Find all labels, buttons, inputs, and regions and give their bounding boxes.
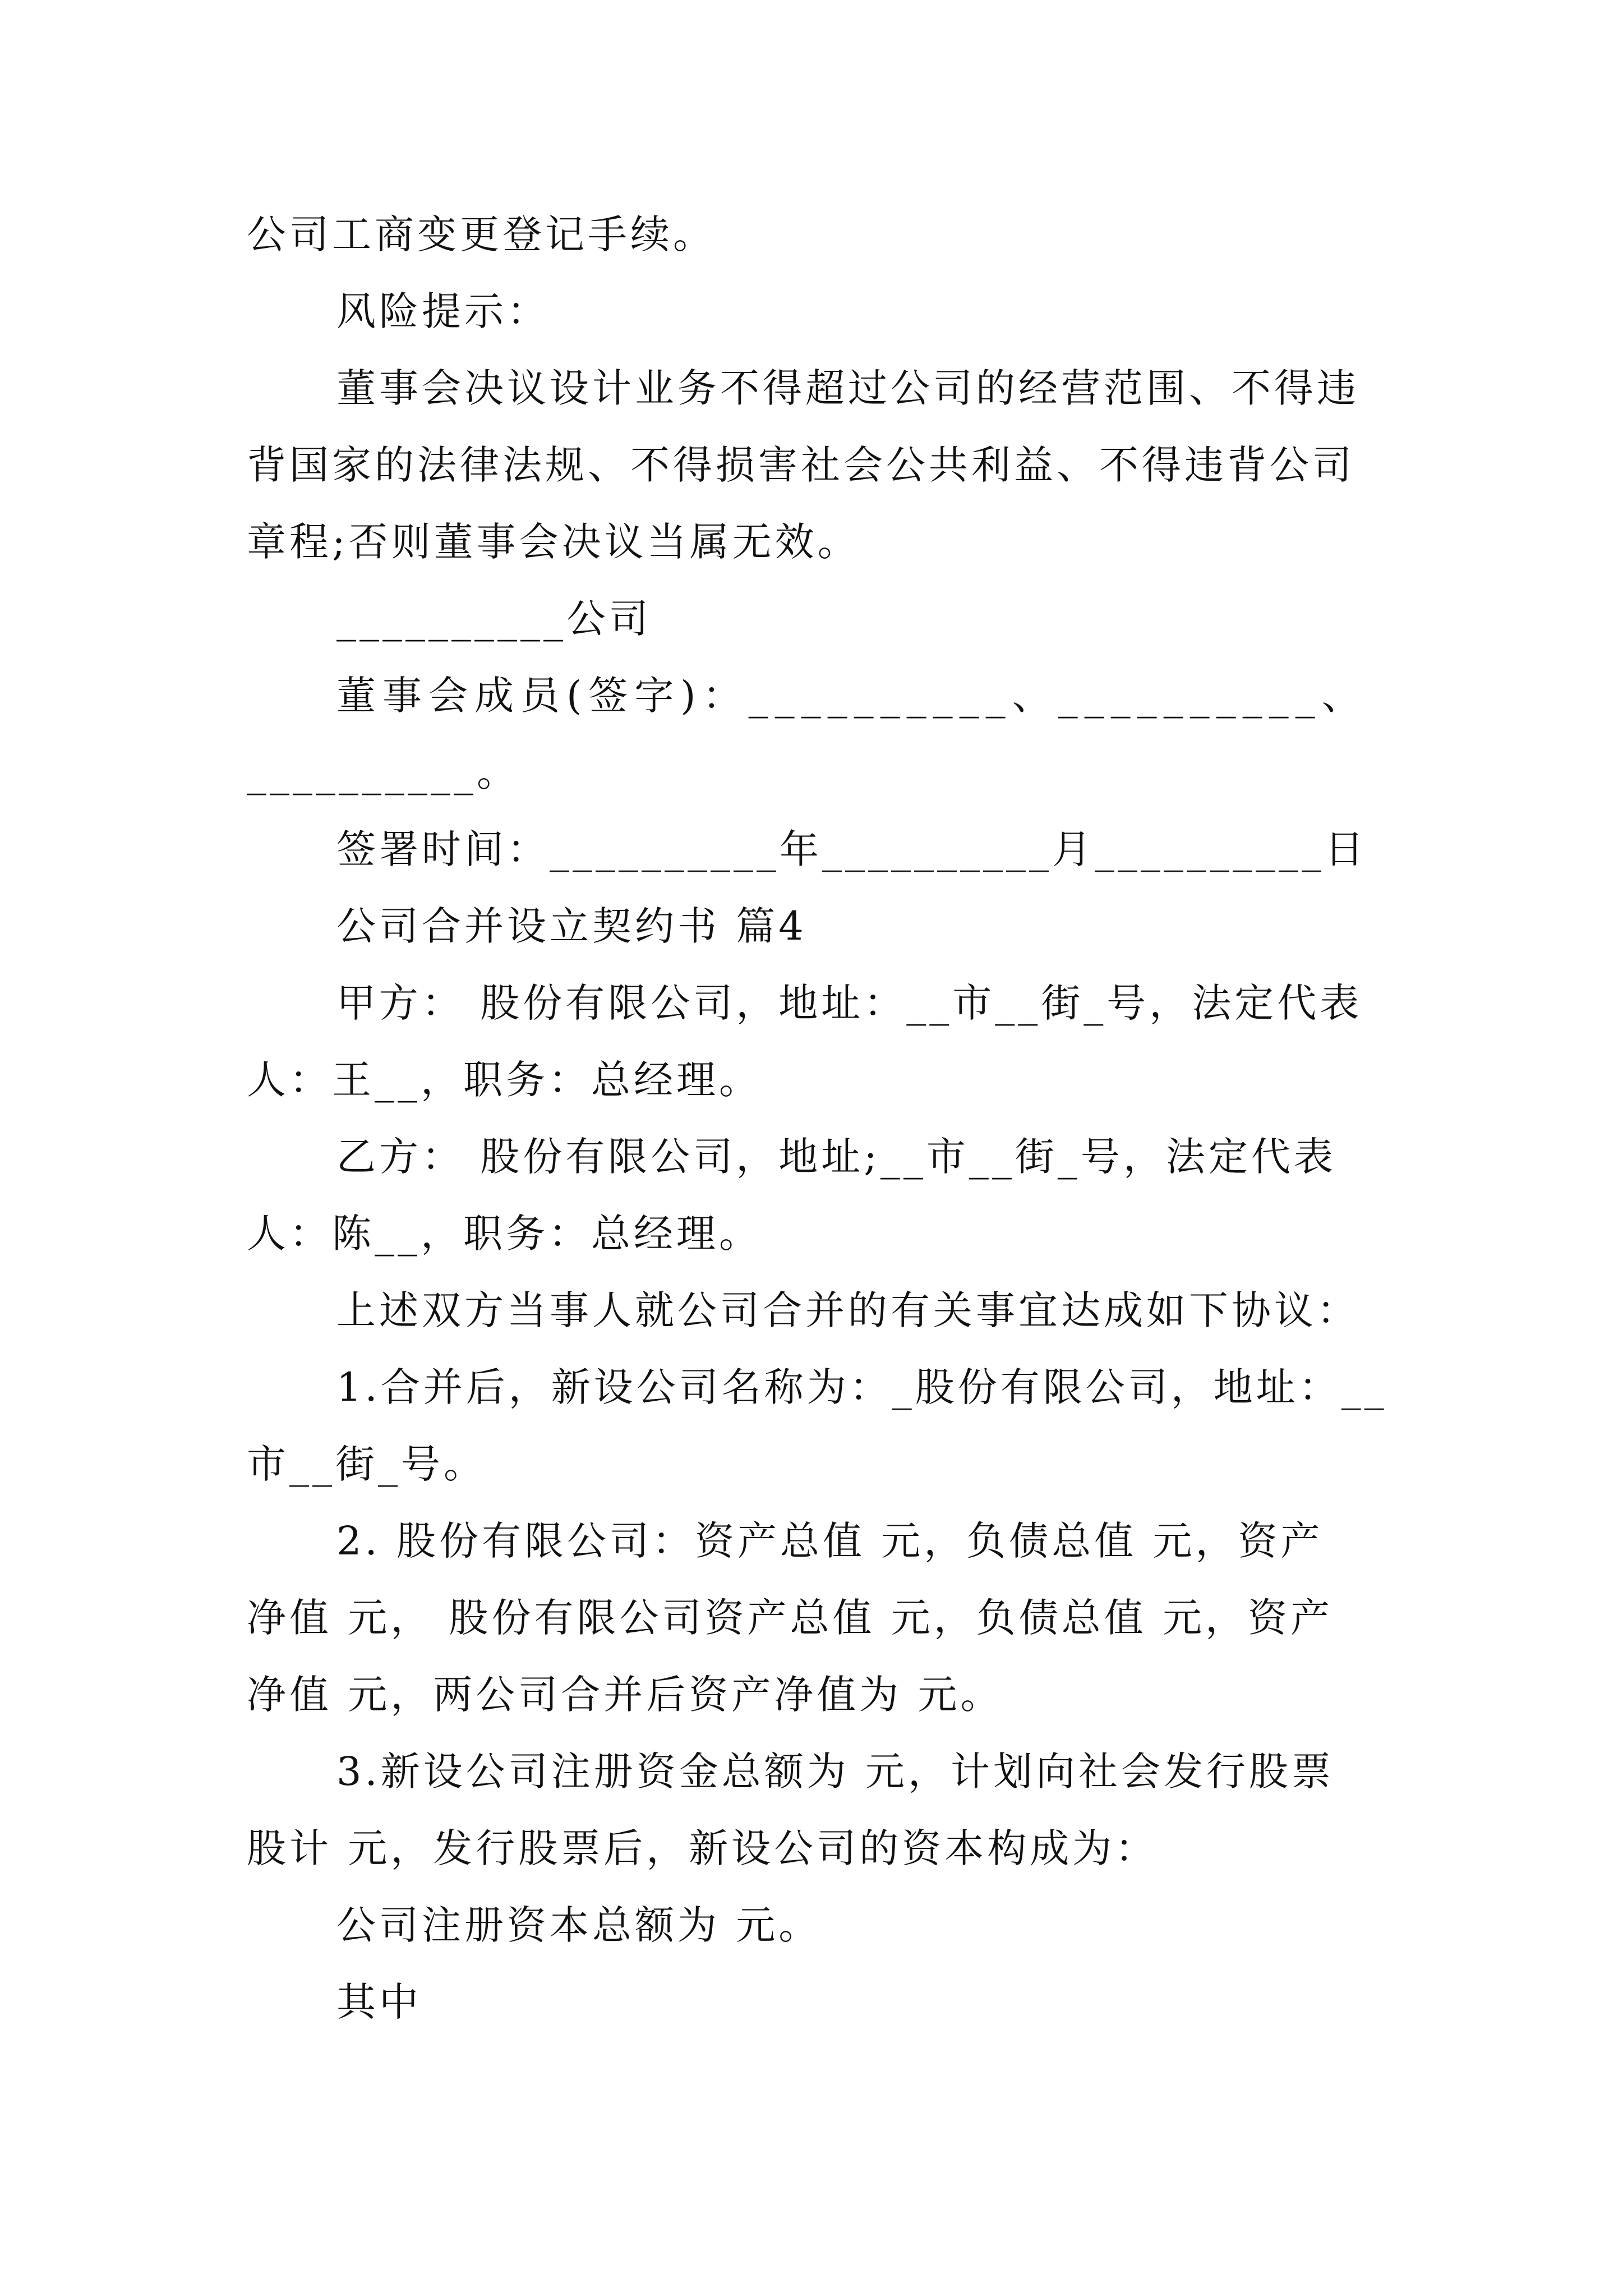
- party-a-line: 甲方： 股份有限公司，地址：__市__街_号，法定代表: [336, 980, 1363, 1026]
- board-signature-line-continued: __________。: [247, 749, 519, 795]
- clause-2-continued: 净值 元， 股份有限公司资产总值 元，负债总值 元，资产: [247, 1595, 1334, 1641]
- capital-total-line: 公司注册资本总额为 元。: [336, 1902, 822, 1948]
- party-a-line-continued: 人：王__，职务：总经理。: [247, 1057, 762, 1103]
- document-body: [247, 196, 1391, 2041]
- clause-1-continued: 市__街_号。: [247, 1441, 486, 1487]
- section-title: 公司合并设立契约书 篇4: [336, 903, 807, 949]
- clause-2-continued: 净值 元，两公司合并后资产净值为 元。: [247, 1672, 1003, 1718]
- clause-3: 3.新设公司注册资金总额为 元，计划向社会发行股票: [336, 1749, 1335, 1795]
- paragraph-line: 董事会决议设计业务不得超过公司的经营范围、不得违: [336, 365, 1359, 411]
- signing-date-line: 签署时间：__________年__________月__________日: [336, 826, 1367, 872]
- clause-1: 1.合并后，新设公司名称为：_股份有限公司，地址：__: [336, 1364, 1387, 1410]
- company-signature-line: __________公司: [336, 596, 652, 642]
- party-b-line: 乙方： 股份有限公司，地址;__市__街_号，法定代表: [336, 1134, 1336, 1180]
- clause-3-continued: 股计 元，发行股票后，新设公司的资本构成为：: [247, 1825, 1158, 1871]
- board-signature-line: 董事会成员(签字)：__________、__________、: [336, 673, 1368, 719]
- agreement-intro: 上述双方当事人就公司合并的有关事宜达成如下协议：: [336, 1287, 1359, 1333]
- paragraph-line: 公司工商变更登记手续。: [247, 211, 716, 257]
- paragraph-line: 章程;否则董事会决议当属无效。: [247, 519, 860, 565]
- clause-2: 2. 股份有限公司：资产总值 元，负债总值 元，资产: [336, 1518, 1324, 1564]
- paragraph-line: 背国家的法律法规、不得损害社会公共利益、不得违背公司: [247, 442, 1355, 488]
- paragraph-line: 其中: [336, 1979, 422, 2025]
- party-b-line-continued: 人：陈__，职务：总经理。: [247, 1211, 762, 1257]
- section-heading-risk: 风险提示：: [336, 288, 550, 334]
